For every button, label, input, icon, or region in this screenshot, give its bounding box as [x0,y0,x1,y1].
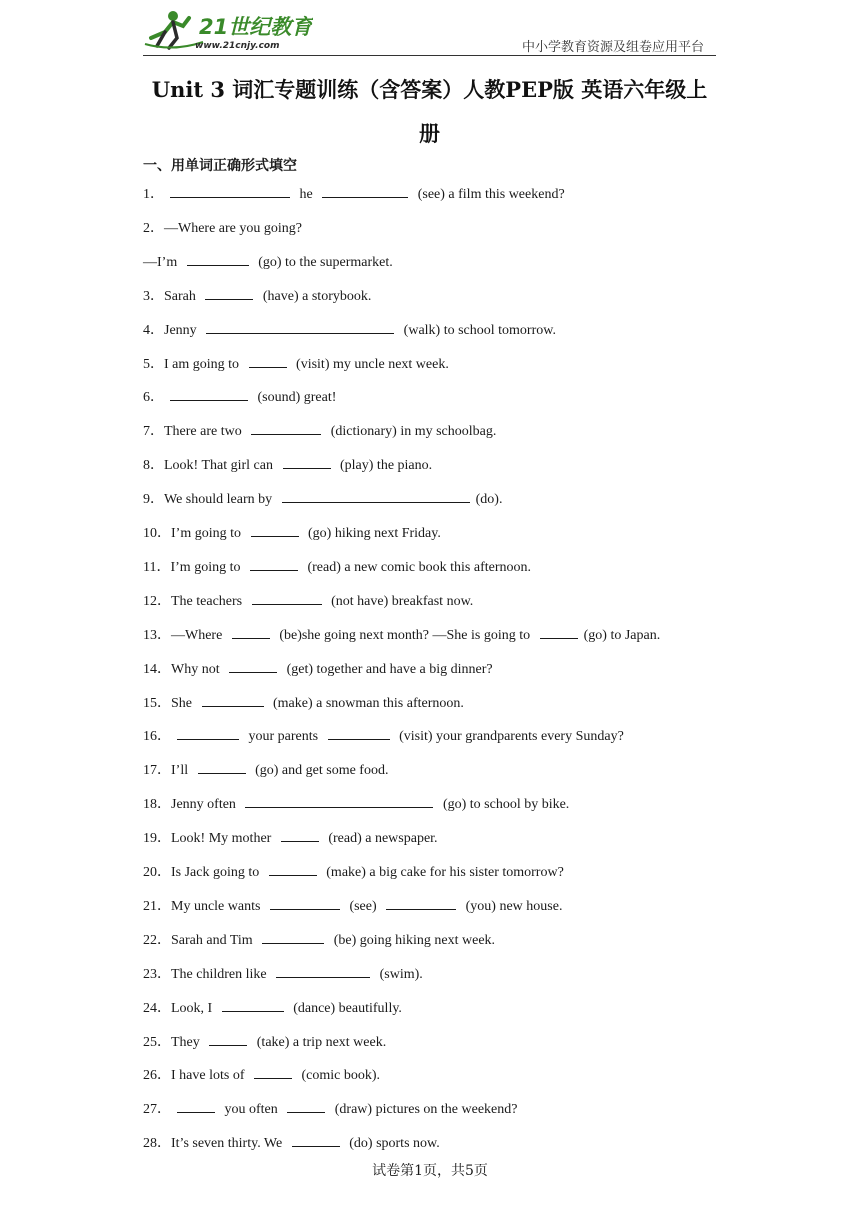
question-number: 10． [143,526,171,541]
question-item [143,761,388,781]
question-item [143,321,556,341]
question-item [143,490,502,510]
question-item [143,219,302,239]
question-number: 16． [143,729,171,745]
question-number: 24． [143,1000,171,1016]
question-text: Look, I [171,1000,216,1016]
logo-url: www.21cnjy.com [195,41,280,51]
question-number: 7． [143,424,164,440]
question-text: (go) to school by bike. [439,797,570,813]
question-item [143,727,624,747]
question-number: 4． [143,322,164,338]
question-text: (go) to Japan. [583,627,661,643]
question-number: 19． [143,831,171,847]
question-text: There are two [164,424,246,440]
question-text: My uncle wants [171,898,264,914]
question-text: (visit) my uncle next week. [292,356,449,372]
answer-blank[interactable] [202,694,264,707]
question-item [143,965,423,985]
question-text: I’m going to [171,526,245,541]
answer-blank[interactable] [287,1100,325,1113]
question-text: It’s seven thirty. We [171,1136,286,1152]
question-text: (be)she going next month? —She is going to [275,627,534,643]
answer-blank[interactable] [252,592,322,605]
question-text: (have) a storybook. [259,288,372,304]
question-item [143,287,371,307]
answer-blank[interactable] [209,1033,247,1046]
answer-blank[interactable] [283,456,331,469]
question-text: Jenny often [171,797,240,813]
question-text: I’m going to [170,559,244,575]
question-text: Sarah [164,288,200,304]
question-item [143,863,564,883]
question-text: We should learn by [164,492,276,508]
question-text: (read) a new comic book this afternoon. [303,559,532,575]
question-text: I have lots of [171,1068,248,1084]
answer-blank[interactable] [187,253,249,266]
question-number: 5． [143,356,164,372]
question-item [143,524,441,544]
question-text: (see) a film this weekend? [414,187,565,202]
question-item [143,422,496,442]
answer-blank[interactable] [170,185,290,198]
answer-blank[interactable] [249,355,287,368]
question-item [143,829,438,849]
question-text: (go) hiking next Friday. [304,526,441,541]
question-text: (not have) breakfast now. [327,593,474,609]
question-text: (play) the piano. [336,458,433,474]
answer-blank[interactable] [292,1134,340,1147]
question-text: (draw) pictures on the weekend? [331,1102,518,1118]
question-text: —I’m [143,254,181,270]
question-item [143,931,495,951]
question-text: The teachers [171,593,246,609]
question-item [143,1100,517,1120]
runner-logo-icon [143,8,313,52]
logo [143,8,313,52]
question-number: 26． [143,1068,171,1084]
question-text: I’ll [171,763,192,779]
answer-blank[interactable] [282,490,470,503]
question-text: (you) new house. [462,898,563,914]
page-footer: 试卷第1页，共5页 [372,1163,488,1179]
answer-blank[interactable] [177,727,239,740]
question-text: (comic book). [297,1068,381,1084]
question-text: She [171,695,196,711]
question-number: 15． [143,695,171,711]
question-text: Why not [171,661,224,677]
answer-blank[interactable] [198,761,246,774]
answer-blank[interactable] [254,1066,292,1079]
question-number: 28． [143,1136,171,1152]
question-number: 17． [143,763,171,779]
question-text: Look! That girl can [164,458,277,474]
answer-blank[interactable] [232,626,270,639]
answer-blank[interactable] [386,897,456,910]
question-number: 25． [143,1034,171,1050]
question-text: (go) to the supermarket. [254,254,393,270]
answer-blank[interactable] [328,727,390,740]
question-text: The children like [171,966,271,982]
question-number: 13． [143,627,171,643]
answer-blank[interactable] [322,185,408,198]
question-item [143,456,432,476]
question-item [143,1033,386,1053]
question-number: 22． [143,932,171,948]
question-item [143,999,402,1019]
answer-blank[interactable] [205,287,253,300]
question-item [143,795,569,815]
answer-blank[interactable] [269,863,317,876]
answer-blank[interactable] [251,524,299,537]
question-item [143,355,449,375]
page-header [143,6,716,56]
answer-blank[interactable] [270,897,340,910]
question-text: (read) a newspaper. [324,831,438,847]
question-number: 14． [143,661,171,677]
answer-blank[interactable] [262,931,324,944]
question-item [143,185,565,205]
logo-text: 21世纪教育 [199,15,313,39]
answer-blank[interactable] [251,422,321,435]
question-text: Jenny [164,322,201,338]
answer-blank[interactable] [206,321,394,334]
question-number: 11． [143,559,171,575]
question-text: (take) a trip next week. [253,1034,387,1050]
question-text: (sound) great! [254,390,337,406]
question-text: Is Jack going to [171,865,263,880]
question-text: (make) a snowman this afternoon. [269,695,464,711]
question-text: (do). [475,492,503,508]
question-item [143,660,493,680]
question-text: (dictionary) in my schoolbag. [327,424,497,440]
question-item [143,388,336,408]
answer-blank[interactable] [177,1100,215,1113]
question-number: 21． [143,898,171,914]
question-text: (do) sports now. [345,1136,440,1152]
question-number: 23． [143,966,171,982]
page-title-continued: 册 [419,121,440,146]
question-number: 20． [143,865,171,880]
answer-blank[interactable] [281,829,319,842]
question-item [143,694,464,714]
question-item [143,558,531,578]
question-text: (get) together and have a big dinner? [283,661,493,677]
question-text: Sarah and Tim [171,932,257,948]
question-number: 2． [143,220,164,236]
question-item [143,592,473,612]
question-text: —Where are you going? [164,220,302,236]
answer-blank[interactable] [245,795,433,808]
question-text: They [171,1034,204,1050]
question-number: 6． [143,390,164,406]
answer-blank[interactable] [250,558,298,571]
answer-blank[interactable] [229,660,277,673]
question-text: (swim). [376,966,423,982]
question-item [143,626,660,646]
question-text: (dance) beautifully. [289,1000,402,1016]
question-text: your parents [245,729,322,745]
answer-blank[interactable] [540,626,578,639]
question-text: you often [221,1102,282,1118]
question-text: (be) going hiking next week. [330,932,496,948]
question-text: (visit) your grandparents every Sunday? [395,729,624,745]
question-item [143,1066,380,1086]
question-number: 18． [143,797,171,813]
question-number: 8． [143,458,164,474]
answer-blank[interactable] [276,965,370,978]
question-item [143,1134,440,1154]
question-text: Look! My mother [171,831,275,847]
question-number: 27． [143,1102,171,1118]
section-heading: 一、用单词正确形式填空 [143,158,297,174]
question-item [143,253,393,273]
question-text: (go) and get some food. [251,763,389,779]
answer-blank[interactable] [170,388,248,401]
question-number: 1． [143,187,164,202]
question-text: he [296,187,317,202]
question-text: (walk) to school tomorrow. [400,322,556,338]
question-number: 9． [143,492,164,508]
question-text: —Where [171,627,226,643]
question-item [143,897,562,917]
question-text: (see) [345,898,381,914]
answer-blank[interactable] [222,999,284,1012]
page-title: Unit 3 词汇专题训练（含答案）人教PEP版 英语六年级上 [151,77,708,102]
question-text: (make) a big cake for his sister tomorrow? [322,865,564,880]
question-text: I am going to [164,356,243,372]
question-number: 3． [143,288,164,304]
question-number: 12． [143,593,171,609]
platform-name: 中小学教育资源及组卷应用平台 [521,40,704,55]
